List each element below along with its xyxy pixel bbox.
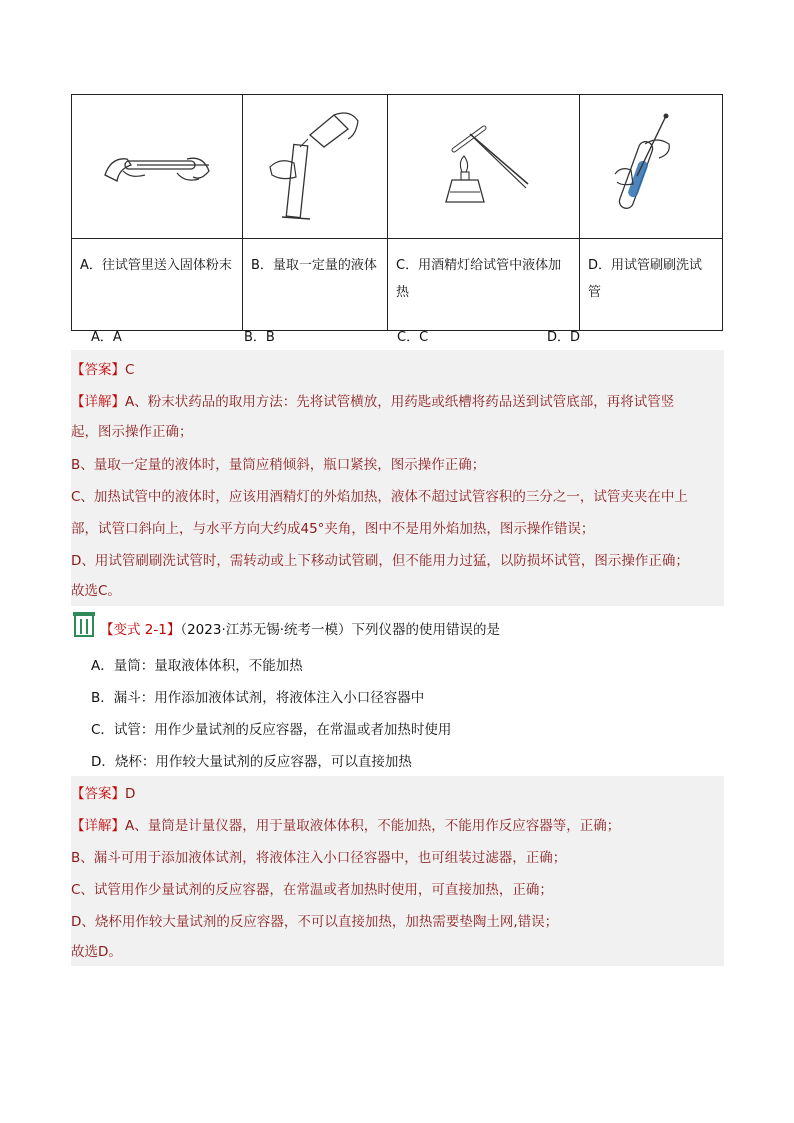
question-text: 下列仪器的使用错误的是 xyxy=(351,622,501,638)
question-source: （2023·江苏无锡·统考一模） xyxy=(180,622,352,638)
choice-a: A．A xyxy=(91,330,122,345)
q2-detail-line: 故选D。 xyxy=(71,944,122,960)
q2-option-d: D．烧杯：用作较大量试剂的反应容器，可以直接加热 xyxy=(91,754,412,770)
cell-d-image xyxy=(580,95,723,239)
tube-brush-icon xyxy=(611,110,691,220)
q1-detail-line: D、用试管刷刷洗试管时，需转动或上下移动试管刷，但不能用力过猛，以防损坏试管，图示操作正确； xyxy=(71,553,689,569)
cell-b-image xyxy=(243,95,388,239)
tube-powder-icon xyxy=(97,135,217,195)
q1-answer: 【答案】C xyxy=(71,362,135,378)
cell-b-caption: B．量取一定量的液体 xyxy=(243,239,388,331)
cell-c-image xyxy=(388,95,580,239)
q1-detail-line: C、加热试管中的液体时，应该用酒精灯的外焰加热，液体不超过试管容积的三分之一，试管夹夹在中上 xyxy=(71,489,688,505)
cell-a-caption: A．往试管里送入固体粉末 xyxy=(72,239,243,331)
cell-c-caption: C．用酒精灯给试管中液体加热 xyxy=(388,239,580,331)
q1-detail-line: 故选C。 xyxy=(71,583,121,599)
q1-detail-line: 部，试管口斜向上，与水平方向大约成45°夹角，图中不是用外焰加热，图示操作错误； xyxy=(71,521,595,537)
q2-answer: 【答案】D xyxy=(71,786,136,802)
alcohol-lamp-icon xyxy=(424,110,544,220)
variant-icon xyxy=(72,610,96,638)
q2-option-a: A．量筒：量取液体体积，不能加热 xyxy=(91,658,303,674)
question-table xyxy=(71,94,723,331)
choice-b: B．B xyxy=(244,330,275,345)
q2-detail-line: D、烧杯用作较大量试剂的反应容器，不可以直接加热，加热需要垫陶土网,错误； xyxy=(71,914,559,930)
q2-detail-line: B、漏斗可用于添加液体试剂，将液体注入小口径容器中，也可组装过滤器，正确； xyxy=(71,850,567,866)
q1-detail-line: 【详解】A、粉末状药品的取用方法：先将试管横放，用药匙或纸槽将药品送到试管底部，再将试管竖 xyxy=(71,394,675,410)
q2-detail-line: C、试管用作少量试剂的反应容器，在常温或者加热时使用，可直接加热，正确； xyxy=(71,882,553,898)
q2-option-c: C．试管：用作少量试剂的反应容器，在常温或者加热时使用 xyxy=(91,722,452,738)
q1-detail-line: B、量取一定量的液体时，量筒应稍倾斜，瓶口紧挨，图示操作正确； xyxy=(71,457,486,473)
choice-d: D．D xyxy=(547,330,581,345)
q2-detail-line: 【详解】A、量筒是计量仪器，用于量取液体体积，不能加热，不能用作反应容器等，正确； xyxy=(71,818,621,834)
q2-answer-block xyxy=(71,776,724,966)
cylinder-pour-icon xyxy=(260,105,370,225)
q2-header xyxy=(100,618,500,638)
variant-label: 【变式 2-1】 xyxy=(100,622,181,638)
q1-detail-line: 起，图示操作正确； xyxy=(71,424,193,440)
choice-c: C．C xyxy=(397,330,429,345)
cell-d-caption: D．用试管刷刷洗试管 xyxy=(580,239,723,331)
cell-a-image xyxy=(72,95,243,239)
q2-option-b: B．漏斗：用作添加液体试剂，将液体注入小口径容器中 xyxy=(91,690,425,706)
